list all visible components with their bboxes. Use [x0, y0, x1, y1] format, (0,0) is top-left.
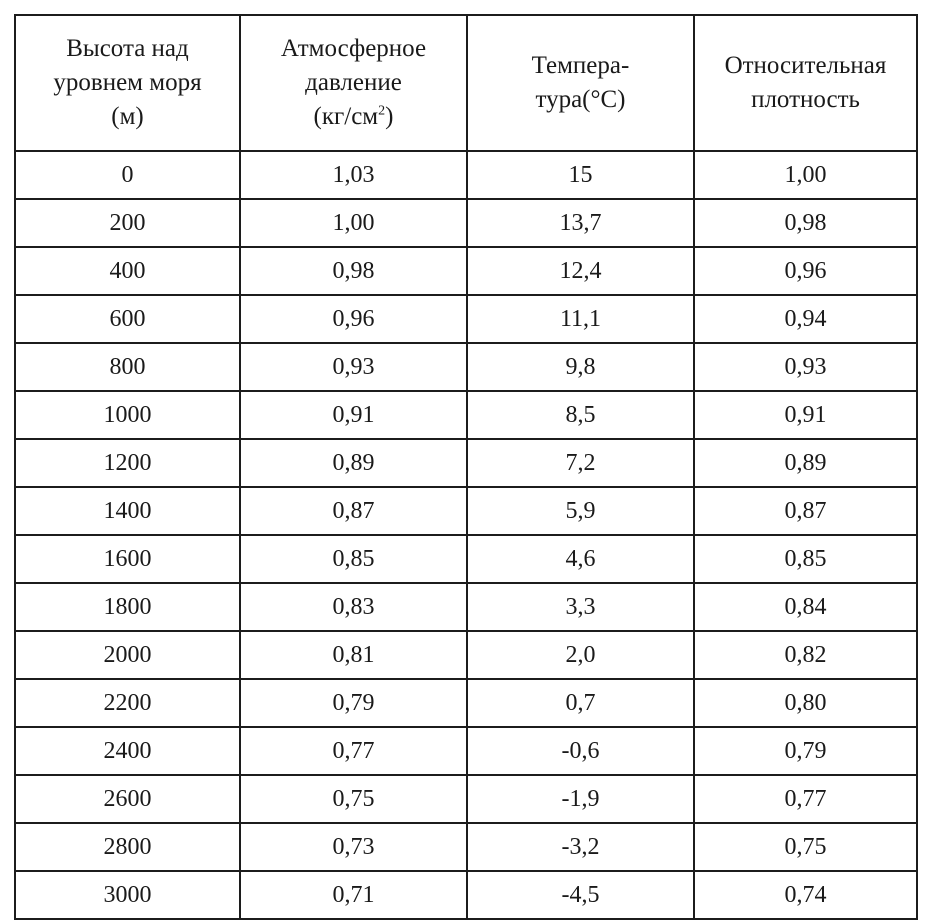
header-row — [15, 15, 917, 151]
density-cell: 0,93 — [694, 343, 917, 391]
pressure-cell: 0,81 — [240, 631, 467, 679]
density-cell: 0,80 — [694, 679, 917, 727]
header-altitude — [15, 15, 240, 151]
header-pressure-unit: (кг/см — [313, 103, 379, 130]
temperature-cell: 2,0 — [467, 631, 694, 679]
table-container — [14, 14, 916, 908]
header-temperature-line-2: тура(°С) — [535, 86, 626, 113]
table-row — [15, 775, 917, 823]
pressure-cell: 0,77 — [240, 727, 467, 775]
altitude-cell: 800 — [15, 343, 240, 391]
temperature-cell: 13,7 — [467, 199, 694, 247]
table-row — [15, 199, 917, 247]
pressure-cell: 0,75 — [240, 775, 467, 823]
table-row — [15, 487, 917, 535]
atmosphere-table — [14, 14, 918, 920]
altitude-cell: 0 — [15, 151, 240, 199]
table-row — [15, 823, 917, 871]
altitude-cell: 600 — [15, 295, 240, 343]
pressure-cell: 1,00 — [240, 199, 467, 247]
density-cell: 1,00 — [694, 151, 917, 199]
density-cell: 0,94 — [694, 295, 917, 343]
pressure-cell: 0,79 — [240, 679, 467, 727]
header-pressure-line-3 — [241, 100, 466, 134]
density-cell: 0,87 — [694, 487, 917, 535]
altitude-cell: 1600 — [15, 535, 240, 583]
density-cell: 0,98 — [694, 199, 917, 247]
table-body — [15, 151, 917, 919]
pressure-cell: 0,93 — [240, 343, 467, 391]
header-pressure-line-2: давление — [305, 69, 402, 96]
header-altitude-line-1: Высота над — [66, 35, 189, 62]
temperature-cell: -0,6 — [467, 727, 694, 775]
header-pressure-exponent: 2 — [378, 103, 386, 119]
table-row — [15, 295, 917, 343]
temperature-cell: 12,4 — [467, 247, 694, 295]
density-cell: 0,89 — [694, 439, 917, 487]
temperature-cell: 5,9 — [467, 487, 694, 535]
pressure-cell: 0,85 — [240, 535, 467, 583]
altitude-cell: 2600 — [15, 775, 240, 823]
density-cell: 0,79 — [694, 727, 917, 775]
pressure-cell: 0,98 — [240, 247, 467, 295]
pressure-cell: 0,96 — [240, 295, 467, 343]
pressure-cell: 1,03 — [240, 151, 467, 199]
pressure-cell: 0,87 — [240, 487, 467, 535]
header-pressure-line-1: Атмосферное — [280, 35, 427, 62]
pressure-cell: 0,73 — [240, 823, 467, 871]
density-cell: 0,84 — [694, 583, 917, 631]
table-row — [15, 871, 917, 919]
table-row — [15, 727, 917, 775]
temperature-cell: 0,7 — [467, 679, 694, 727]
pressure-cell: 0,71 — [240, 871, 467, 919]
header-pressure — [240, 15, 467, 151]
temperature-cell: -4,5 — [467, 871, 694, 919]
temperature-cell: -3,2 — [467, 823, 694, 871]
altitude-cell: 400 — [15, 247, 240, 295]
pressure-cell: 0,89 — [240, 439, 467, 487]
altitude-cell: 200 — [15, 199, 240, 247]
density-cell: 0,85 — [694, 535, 917, 583]
table-row — [15, 535, 917, 583]
table-row — [15, 583, 917, 631]
header-density-line-1: Относительная — [724, 52, 887, 79]
altitude-cell: 2800 — [15, 823, 240, 871]
temperature-cell: -1,9 — [467, 775, 694, 823]
altitude-cell: 1200 — [15, 439, 240, 487]
table-row — [15, 631, 917, 679]
header-temperature-line-1: Темпера- — [531, 52, 630, 79]
temperature-cell: 15 — [467, 151, 694, 199]
temperature-cell: 11,1 — [467, 295, 694, 343]
table-row — [15, 439, 917, 487]
altitude-cell: 1400 — [15, 487, 240, 535]
altitude-cell: 1800 — [15, 583, 240, 631]
header-density-line-2: плотность — [751, 86, 860, 113]
temperature-cell: 8,5 — [467, 391, 694, 439]
temperature-cell: 7,2 — [467, 439, 694, 487]
altitude-cell: 2000 — [15, 631, 240, 679]
altitude-cell: 3000 — [15, 871, 240, 919]
density-cell: 0,91 — [694, 391, 917, 439]
temperature-cell: 4,6 — [467, 535, 694, 583]
altitude-cell: 2400 — [15, 727, 240, 775]
density-cell: 0,75 — [694, 823, 917, 871]
header-altitude-line-2: уровнем моря — [53, 69, 202, 96]
altitude-cell: 1000 — [15, 391, 240, 439]
pressure-cell: 0,91 — [240, 391, 467, 439]
table-row — [15, 343, 917, 391]
density-cell: 0,96 — [694, 247, 917, 295]
header-altitude-line-3: (м) — [111, 103, 144, 130]
pressure-cell: 0,83 — [240, 583, 467, 631]
density-cell: 0,74 — [694, 871, 917, 919]
altitude-cell: 2200 — [15, 679, 240, 727]
temperature-cell: 3,3 — [467, 583, 694, 631]
table-row — [15, 151, 917, 199]
header-temperature — [467, 15, 694, 151]
header-pressure-close: ) — [385, 103, 394, 130]
table-row — [15, 679, 917, 727]
density-cell: 0,82 — [694, 631, 917, 679]
density-cell: 0,77 — [694, 775, 917, 823]
temperature-cell: 9,8 — [467, 343, 694, 391]
header-density — [694, 15, 917, 151]
table-row — [15, 391, 917, 439]
table-row — [15, 247, 917, 295]
